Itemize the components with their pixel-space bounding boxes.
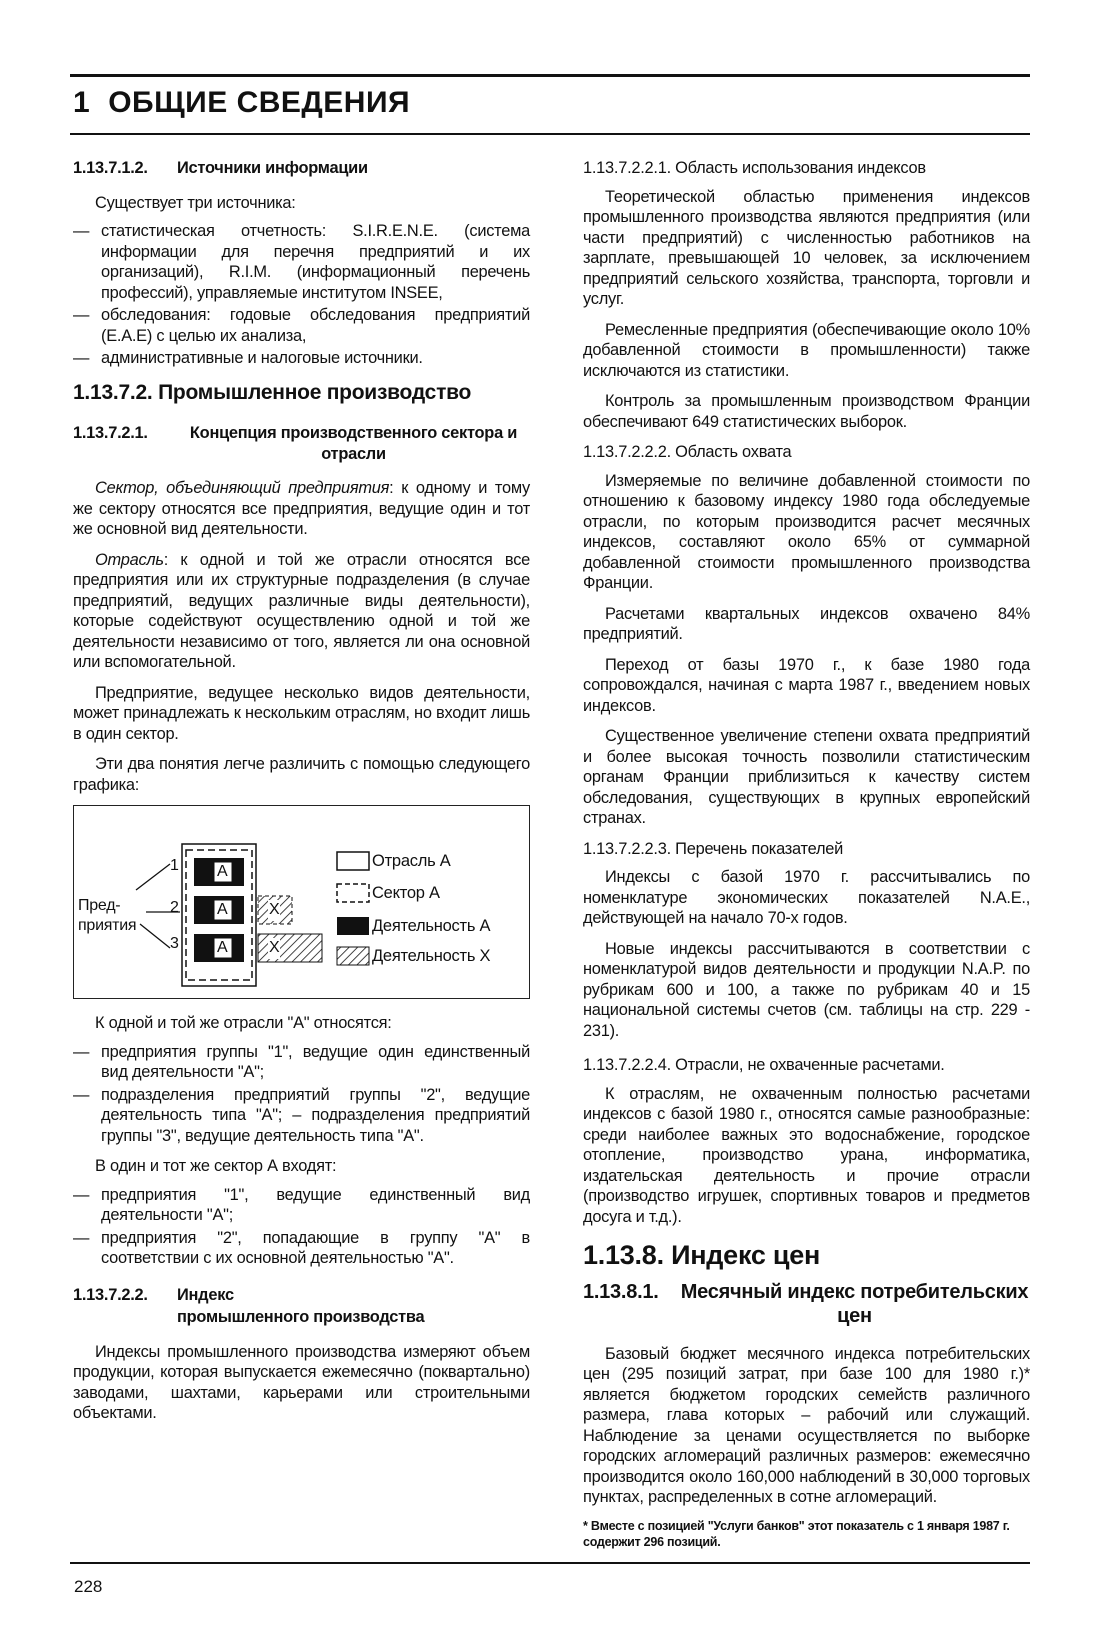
box-letter-x-3: X <box>268 938 280 959</box>
footnote: * Вместе с позицией "Услуги банков" этот показатель с 1 января 1987 г. содержит 296 позиций. <box>583 1518 1010 1549</box>
sources-list <box>73 221 530 369</box>
legend-box-branch <box>337 852 369 870</box>
chapter-number: 1 <box>73 86 91 119</box>
figure-diagram <box>74 806 529 998</box>
heading-list: 1.13.7.2.2.3. Перечень показателей <box>583 839 844 858</box>
left-column <box>73 158 530 1434</box>
legend-box-activity-x <box>337 947 369 965</box>
paragraph-usage-1: Теоретической областью применения индексов промышленного производства являются предприятия (или части предприятий) с численностью работников на зарплате, превышающей 10 человек, за исключением предприятий сельского хозяйства, транспорта, торговли и услуг. <box>583 187 1030 308</box>
legend-activity-x: Деятельность Х <box>372 947 491 965</box>
section-heading-index: 1.13.7.2.2. Индекс <box>73 1285 234 1304</box>
paragraph-sector: Сектор, объединяющий предприятия: к одному и тому же сектору относятся все предприятия, ведущие один и тот же основной вид деятельности. <box>73 479 530 538</box>
sources-intro: Существует три источника: <box>95 193 296 212</box>
group-number-2: 2 <box>170 899 179 916</box>
paragraph-usage-2: Ремесленные предприятия (обеспечивающие около 10% добавленной стоимости в промышленности) также исключаются из статистики. <box>583 320 1030 380</box>
branch-a-list <box>73 1042 530 1147</box>
paragraph-coverage-4: Существенное увеличение степени охвата предприятий и более высокая точность позволили статистическим органам Франции приблизиться к качеству систем обследования, существующих в крупных европейский странах. <box>583 727 1030 827</box>
heading-rule <box>70 133 1030 135</box>
section-heading-monthly: 1.13.8.1. Месячный индекс потребительских цен <box>583 1280 1029 1327</box>
list-item: — предприятия группы "1", ведущие один единственный вид деятельности "А"; <box>73 1042 530 1083</box>
branch-a-intro: К одной и той же отрасли "А" относятся: <box>95 1014 392 1032</box>
chapter-title: ОБЩИЕ СВЕДЕНИЯ <box>108 86 411 119</box>
legend-sector-a: Сектор А <box>372 884 440 902</box>
paragraph-coverage-3: Переход от базы 1970 г., к базе 1980 года сопровождался, начиная с марта 1987 г., введением новых индексов. <box>583 655 1030 715</box>
box-letter-x-2: X <box>268 900 280 921</box>
paragraph-graph-intro: Эти два понятия легче различить с помощью следующего графика: <box>73 755 530 794</box>
list-item: — предприятия "2", попадающие в группу "А" в соответствии с их основной деятельностью "А". <box>73 1228 530 1269</box>
figure-label-enterprises-1: Пред- <box>78 897 121 914</box>
paragraph-coverage-2: Расчетами квартальных индексов охвачено 84% предприятий. <box>583 604 1030 643</box>
paragraph-usage-3: Контроль за промышленным производством Франции обеспечивают 649 статистических выборок. <box>583 392 1030 431</box>
paragraph-list-2: Новые индексы рассчитываются в соответствии с номенклатурой видов деятельности и продукции N.A.P. по рубрикам 600 и 100, а также по рубрикам 40 и 15 национальной системы счетов (см. таблицы на стр. 229 - 231). <box>583 939 1030 1040</box>
paragraph-coverage-1: Измеряемые по величине добавленной стоимости по отношению к базовому индексу 1980 года обследуемые отрасли, по которым производится расчет месячных индексов, составляют около 65% от суммарной добавленной стоимости промышленного производства Франции. <box>583 471 1030 592</box>
list-item: — обследования: годовые обследования предприятий (E.A.E) с целью их анализа, <box>73 305 530 346</box>
heading-usage: 1.13.7.2.2.1. Область использования индексов <box>583 159 926 177</box>
legend-box-sector <box>337 884 369 902</box>
paragraph-list-1: Индексы с базой 1970 г. рассчитывались по номенклатуре экономических показателей N.A.E., действующей на начало 70-х годов. <box>583 868 1030 927</box>
page-number: 228 <box>74 1577 103 1596</box>
paragraph-index: Индексы промышленного производства измеряют объем продукции, которая выпускается ежемесячно (поквартально) заводами, шахтами, карьерами или строительными объектами. <box>73 1342 530 1422</box>
paragraph-multi: Предприятие, ведущее несколько видов деятельности, может принадлежать к нескольким отраслям, но входит лишь в один сектор. <box>73 683 530 743</box>
top-rule <box>70 74 1030 77</box>
paragraph-monthly: Базовый бюджет месячного индекса потребительских цен (295 позиций затрат, при базе 100 для 1980 г.)* является бюджетом городских семейств различного размера, глава которых – рабочий или служащий. Наблюдение за ценами осуществляется по выборке городских агломераций различных размеров: ежемесячно производится около 160,000 наблюдений в 30,000 торговых пунктах, распределенных в сотне агломераций. <box>583 1344 1030 1506</box>
list-item: — статистическая отчетность: S.I.R.E.N.E. (система информации для перечня предприятий и их организаций), R.I.M. (информационный перечень профессий), управляемые институтом INSEE, <box>73 221 530 303</box>
right-column <box>583 158 1030 1550</box>
box-letter-a-2: A <box>217 901 228 918</box>
legend-activity-a: Деятельность А <box>372 917 491 935</box>
box-letter-a-1: A <box>217 863 228 880</box>
legend-box-activity-a <box>337 917 369 935</box>
section-heading-sources: 1.13.7.1.2. Источники информации <box>73 159 368 177</box>
bottom-rule <box>70 1562 1030 1564</box>
paragraph-excluded: К отраслям, не охваченным полностью расчетами индексов с базой 1980 г., относятся самые разнообразные: среди наиболее важных это водоснабжение, городское отопление, производство урана, информатика, издательская деятельность и прочие отрасли (производство игрушек, спортивных товаров и предметов досуга и т.д.). <box>583 1084 1030 1226</box>
heading-excluded: 1.13.7.2.2.4. Отрасли, не охваченные расчетами. <box>583 1056 945 1074</box>
section-heading-concept: 1.13.7.2.1. Концепция производственного сектора и отрасли <box>73 424 518 463</box>
sector-branch-figure <box>73 805 530 999</box>
figure-label-enterprises-2: приятия <box>78 917 137 934</box>
sector-a-intro: В один и тот же сектор А входят: <box>95 1157 337 1175</box>
heading-coverage: 1.13.7.2.2.2. Область охвата <box>583 443 792 461</box>
section-heading-cpi: 1.13.8. Индекс цен <box>583 1240 821 1270</box>
box-letter-a-3: A <box>217 939 228 956</box>
paragraph-branch: Отрасль: к одной и той же отрасли относятся все предприятия или их структурные подразделения (в случае предприятий, ведущих различные виды деятельности), которые содействуют осуществлению одной и той же деятельности независимо от того, является ли она основной или вспомогательной. <box>73 550 530 671</box>
chapter-heading <box>73 86 410 120</box>
list-item: — административные и налоговые источники. <box>73 348 530 369</box>
list-item: — предприятия "1", ведущие единственный вид деятельности "А"; <box>73 1185 530 1226</box>
legend-branch-a: Отрасль А <box>372 852 451 870</box>
sector-a-list <box>73 1185 530 1269</box>
section-heading-index-line2: промышленного производства <box>177 1308 425 1326</box>
list-item: — подразделения предприятий группы "2", ведущие деятельность типа "А"; – подразделения предприятий группы "3", ведущие деятельность типа "А". <box>73 1085 530 1147</box>
group-number-1: 1 <box>170 857 179 874</box>
group-number-3: 3 <box>170 935 179 952</box>
section-heading-industry: 1.13.7.2. Промышленное производство <box>73 380 472 404</box>
